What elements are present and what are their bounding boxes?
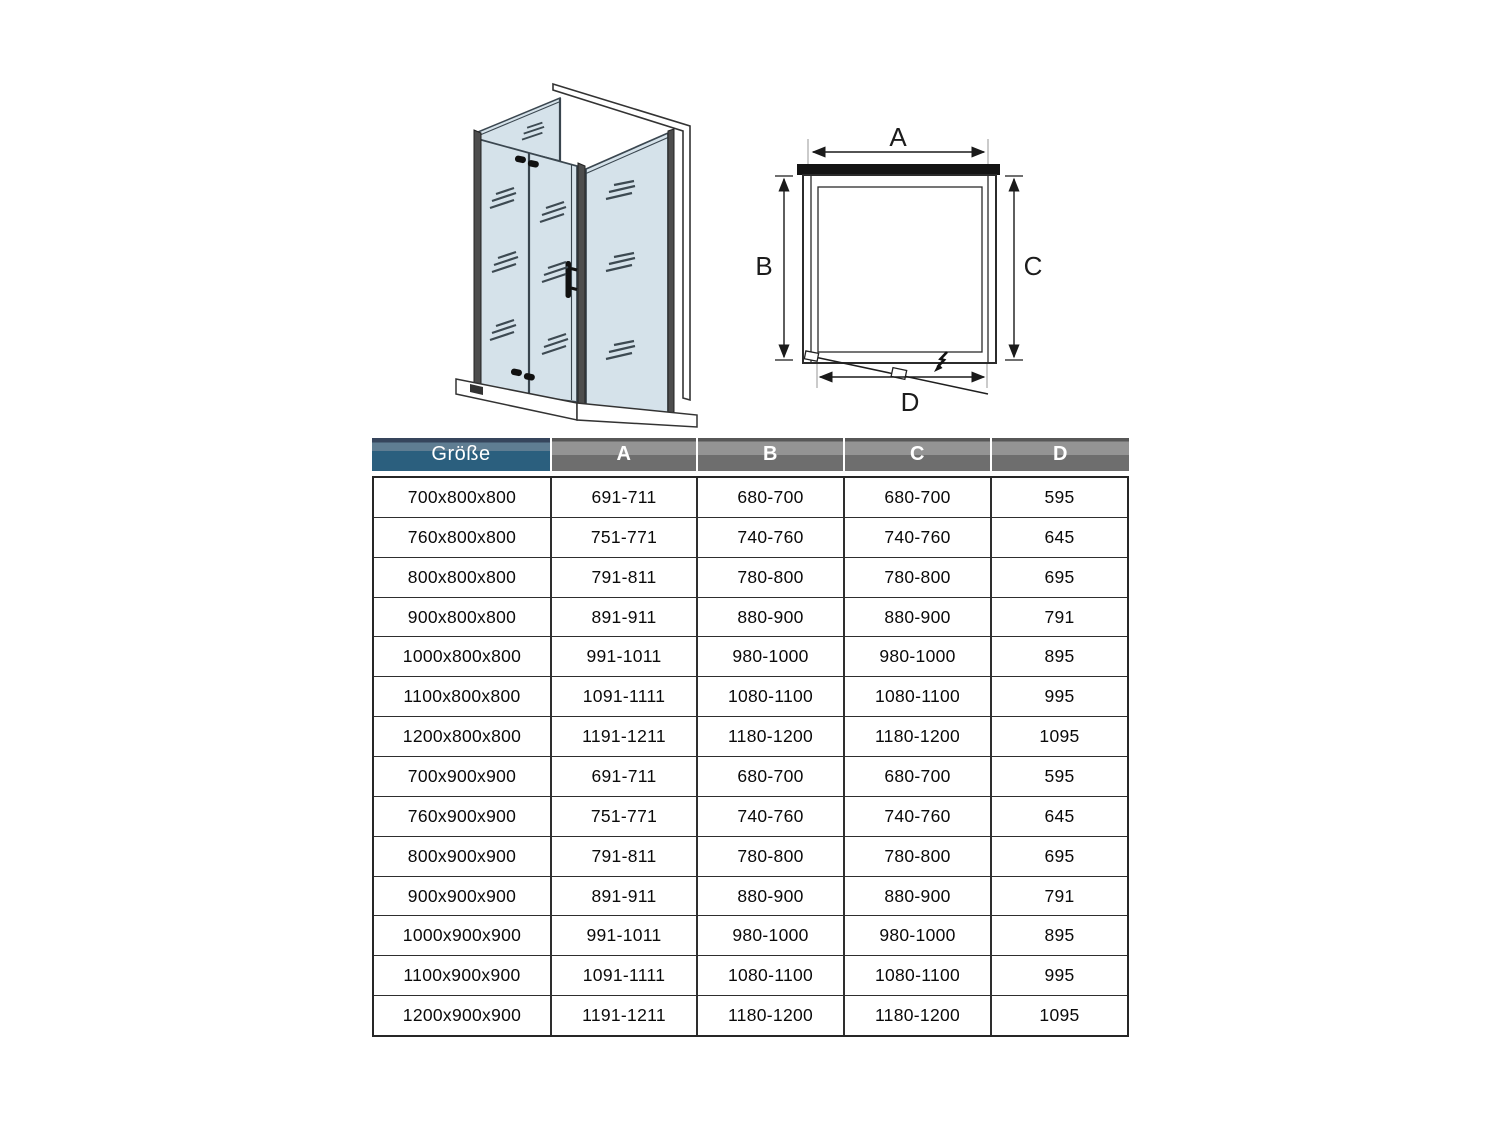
- header-c: C: [845, 438, 992, 471]
- cell-size: 1200x800x800: [374, 717, 552, 756]
- cell-size: 1000x900x900: [374, 916, 552, 955]
- dim-label-d: D: [900, 387, 920, 417]
- cell-d: 895: [1044, 646, 1075, 667]
- isometric-view-diagram: [430, 55, 750, 440]
- cell-a: 1091-1111: [552, 956, 698, 995]
- cell-d: 1095: [1039, 726, 1080, 747]
- cell-a: 991-1011: [552, 916, 698, 955]
- dim-label-b: B: [755, 251, 773, 281]
- cell-size: 1100x900x900: [374, 956, 552, 995]
- cell-b: 980-1000: [698, 637, 845, 676]
- cell-b: 680-700: [698, 757, 845, 796]
- table-row: [374, 956, 1127, 996]
- cell-b: 680-700: [698, 478, 845, 517]
- wall-bar: [797, 164, 1000, 175]
- cell-c: 880-900: [845, 598, 992, 637]
- dim-label-c: C: [1023, 251, 1043, 281]
- table-row: [374, 637, 1127, 677]
- table-row: [374, 558, 1127, 598]
- cell-c: 680-700: [845, 757, 992, 796]
- table-row: [374, 837, 1127, 877]
- cell-b: 880-900: [698, 877, 845, 916]
- cell-d: 791: [1044, 885, 1075, 906]
- header-groesse: Größe: [372, 438, 552, 471]
- cell-size: 900x900x900: [374, 877, 552, 916]
- cell-c: 1080-1100: [845, 677, 992, 716]
- door-pivot: [804, 351, 818, 361]
- cell-b: 1080-1100: [698, 956, 845, 995]
- size-table-body: [372, 476, 1129, 1037]
- header-a: A: [552, 438, 698, 471]
- cell-d: 595: [1044, 486, 1075, 507]
- size-table-header: [372, 438, 1129, 471]
- cell-a: 751-771: [552, 797, 698, 836]
- cell-a: 1091-1111: [552, 677, 698, 716]
- cell-size: 760x900x900: [374, 797, 552, 836]
- cell-a: 751-771: [552, 518, 698, 557]
- cell-a: 791-811: [552, 837, 698, 876]
- cell-c: 740-760: [845, 518, 992, 557]
- cell-b: 740-760: [698, 518, 845, 557]
- back-frame-post: [668, 129, 674, 414]
- table-row: [374, 598, 1127, 638]
- corner-frame-post: [578, 163, 585, 408]
- cell-d: 995: [1044, 965, 1075, 986]
- cell-size: 1200x900x900: [374, 996, 552, 1035]
- cell-b: 1180-1200: [698, 996, 845, 1035]
- cell-a: 791-811: [552, 558, 698, 597]
- cell-b: 1180-1200: [698, 717, 845, 756]
- table-row: [374, 717, 1127, 757]
- table-row: [374, 677, 1127, 717]
- cell-size: 900x800x800: [374, 598, 552, 637]
- cell-a: 891-911: [552, 598, 698, 637]
- cell-c: 740-760: [845, 797, 992, 836]
- table-row: [374, 757, 1127, 797]
- cell-b: 780-800: [698, 837, 845, 876]
- cell-a: 891-911: [552, 877, 698, 916]
- cell-c: 780-800: [845, 837, 992, 876]
- cell-b: 1080-1100: [698, 677, 845, 716]
- cell-d: 791: [1044, 606, 1075, 627]
- table-row: [374, 996, 1127, 1035]
- header-b: B: [698, 438, 845, 471]
- side-glass-panel-right: [586, 133, 668, 414]
- cell-c: 1180-1200: [845, 996, 992, 1035]
- cell-b: 740-760: [698, 797, 845, 836]
- cell-b: 880-900: [698, 598, 845, 637]
- cell-d: 895: [1044, 925, 1075, 946]
- table-row: [374, 877, 1127, 917]
- cell-d: 1095: [1039, 1005, 1080, 1026]
- cell-c: 880-900: [845, 877, 992, 916]
- cell-size: 1000x800x800: [374, 637, 552, 676]
- dim-label-a: A: [889, 122, 907, 152]
- cell-size: 760x800x800: [374, 518, 552, 557]
- bifold-door-glass: [478, 139, 577, 402]
- cell-d: 995: [1044, 686, 1075, 707]
- cell-size: 1100x800x800: [374, 677, 552, 716]
- cell-b: 980-1000: [698, 916, 845, 955]
- cell-d: 645: [1044, 526, 1075, 547]
- cell-c: 780-800: [845, 558, 992, 597]
- cell-c: 680-700: [845, 478, 992, 517]
- cell-d: 695: [1044, 566, 1075, 587]
- table-row: [374, 797, 1127, 837]
- enclosure-inner: [818, 187, 982, 352]
- cell-size: 700x800x800: [374, 478, 552, 517]
- table-row: [374, 478, 1127, 518]
- cell-c: 980-1000: [845, 916, 992, 955]
- cell-c: 980-1000: [845, 637, 992, 676]
- table-row: [374, 916, 1127, 956]
- cell-d: 695: [1044, 845, 1075, 866]
- header-d: D: [992, 438, 1129, 471]
- cell-b: 780-800: [698, 558, 845, 597]
- cell-c: 1080-1100: [845, 956, 992, 995]
- cell-a: 1191-1211: [552, 717, 698, 756]
- cell-d: 595: [1044, 765, 1075, 786]
- left-frame-post: [474, 130, 481, 391]
- cell-size: 700x900x900: [374, 757, 552, 796]
- cell-a: 1191-1211: [552, 996, 698, 1035]
- cell-c: 1180-1200: [845, 717, 992, 756]
- cell-a: 691-711: [552, 757, 698, 796]
- table-row: [374, 518, 1127, 558]
- cell-d: 645: [1044, 805, 1075, 826]
- cell-a: 691-711: [552, 478, 698, 517]
- cell-size: 800x800x800: [374, 558, 552, 597]
- cell-a: 991-1011: [552, 637, 698, 676]
- cell-size: 800x900x900: [374, 837, 552, 876]
- top-view-diagram: [750, 105, 1090, 425]
